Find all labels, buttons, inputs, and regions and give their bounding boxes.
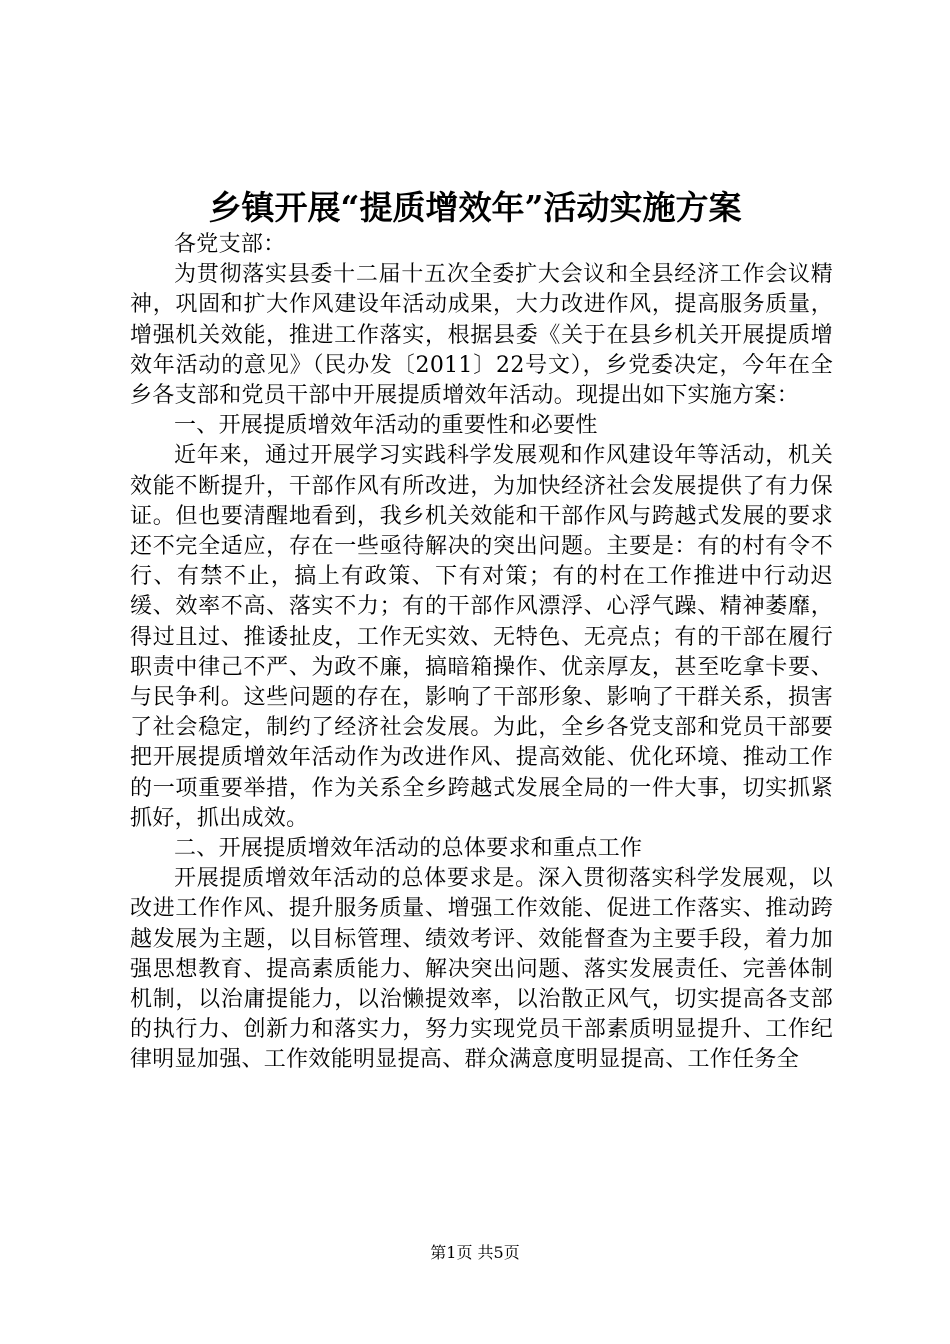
paragraph-intro: 为贯彻落实县委十二届十五次全委扩大会议和全县经济工作会议精神，巩固和扩大作风建设年活动成果，大力改进作风，提高服务质量，增强机关效能，推进工作落实，根据县委《关于在县乡机关开展提质增效年活动的意见》（民办发〔2011〕22号文），乡党委决定，今年在全乡各支部和党员干部中开展提质增效年活动。现提出如下实施方案： <box>130 262 833 409</box>
paragraph-section-2: 开展提质增效年活动的总体要求是。深入贯彻落实科学发展观，以改进工作作风、提升服务质量、增强工作效能、促进工作落实、推动跨越发展为主题，以目标管理、绩效考评、效能督查为主要手段，着力加强思想教育、提高素质能力、解决突出问题、落实发展责任、完善体制机制，以治庸提能力，以治懒提效率，以治散正风气，切实提高各支部的执行力、创新力和落实力，努力实现党员干部素质明显提升、工作纪律明显加强、工作效能明显提高、群众满意度明显提高、工作任务全 <box>130 866 833 1073</box>
section-heading-1: 一、开展提质增效年活动的重要性和必要性 <box>174 413 598 439</box>
page-footer: 第1页 共5页 <box>430 1243 520 1262</box>
document-body <box>130 230 833 1076</box>
section-heading-2: 二、开展提质增效年活动的总体要求和重点工作 <box>174 836 643 862</box>
document-title: 乡镇开展“提质增效年”活动实施方案 <box>208 188 742 227</box>
salutation: 各党支部： <box>174 232 286 257</box>
paragraph-section-1: 近年来，通过开展学习实践科学发展观和作风建设年等活动，机关效能不断提升，干部作风有所改进，为加快经济社会发展提供了有力保证。但也要清醒地看到，我乡机关效能和干部作风与跨越式发展的要求还不完全适应，存在一些亟待解决的突出问题。主要是：有的村有令不行、有禁不止，搞上有政策、下有对策；有的村在工作推进中行动迟缓、效率不高、落实不力；有的干部作风漂浮、心浮气躁、精神萎靡，得过且过、推诿扯皮，工作无实效、无特色、无亮点；有的干部在履行职责中律己不严、为政不廉，搞暗箱操作、优亲厚友，甚至吃拿卡要、与民争利。这些问题的存在，影响了干部形象、影响了干群关系，损害了社会稳定，制约了经济社会发展。为此，全乡各党支部和党员干部要把开展提质增效年活动作为改进作风、提高效能、优化环境、推动工作的一项重要举措，作为关系全乡跨越式发展全局的一件大事，切实抓紧抓好，抓出成效。 <box>130 443 833 831</box>
